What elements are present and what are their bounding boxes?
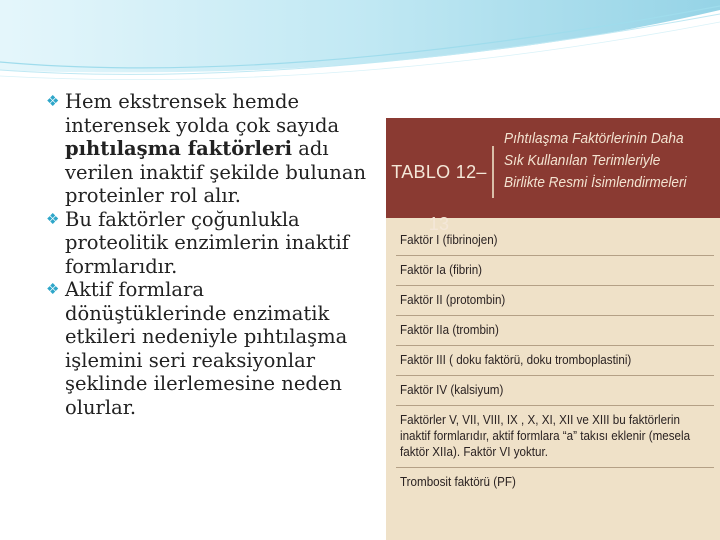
bullet-item-1 xyxy=(40,90,370,208)
table-row: Faktör II (protombin) xyxy=(400,293,506,307)
bullet-text: adı verilen inaktif şekilde bulunan proteinler rol alır. xyxy=(65,137,367,207)
table-title-line: Pıhtılaşma Faktörlerinin Daha xyxy=(504,131,684,147)
bullet-text: Aktif formlara dönüştüklerinde enzimatik etkileri nedeniyle pıhtılaşma işlemini seri reaksiyonlar şeklinde ilerlemesine neden olurlar. xyxy=(65,278,348,419)
bullet-icon: ❖ xyxy=(46,209,60,228)
table-title-line: Birlikte Resmi İsimlendirmeleri xyxy=(504,175,687,191)
table-row: Trombosit faktörü (PF) xyxy=(400,475,516,489)
table-row: Faktör Ia (fibrin) xyxy=(400,263,483,277)
table-title-line: Sık Kullanılan Terimleriyle xyxy=(504,153,661,169)
table-label: TABLO 12–13 xyxy=(386,146,494,198)
bullet-item-2 xyxy=(40,208,370,279)
bullet-item-3 xyxy=(40,278,370,419)
bullet-icon: ❖ xyxy=(46,92,60,110)
bullet-list xyxy=(40,90,370,419)
table-row: Faktör III ( doku faktörü, doku tromboplastini) xyxy=(400,353,632,367)
bullet-text: Hem ekstrensek hemde interensek yolda çok sayıda xyxy=(65,90,340,137)
bullet-text: Bu faktörler çoğunlukla proteolitik enzimlerin inaktif formlarıdır. xyxy=(65,207,349,278)
table-row: Faktör IV (kalsiyum) xyxy=(400,383,504,397)
coagulation-factor-table xyxy=(386,118,720,540)
table-title xyxy=(504,128,703,194)
bullet-bold-term: pıhtılaşma faktörleri xyxy=(65,137,293,160)
table-row: Faktör IIa (trombin) xyxy=(400,323,499,337)
table-header xyxy=(386,118,720,234)
table-row: Faktörler V, VII, VIII, IX , X, XI, XII ve XIII bu faktörlerin inaktif formlarıdır, aktif formlara “a” takısı eklenir (mesela faktör XIIa). Faktör VI yoktur. xyxy=(400,413,691,459)
header-wave-decoration xyxy=(0,0,720,90)
table-rows xyxy=(386,226,720,497)
table-row: Faktör I (fibrinojen) xyxy=(400,233,498,247)
bullet-icon: ❖ xyxy=(46,280,60,298)
